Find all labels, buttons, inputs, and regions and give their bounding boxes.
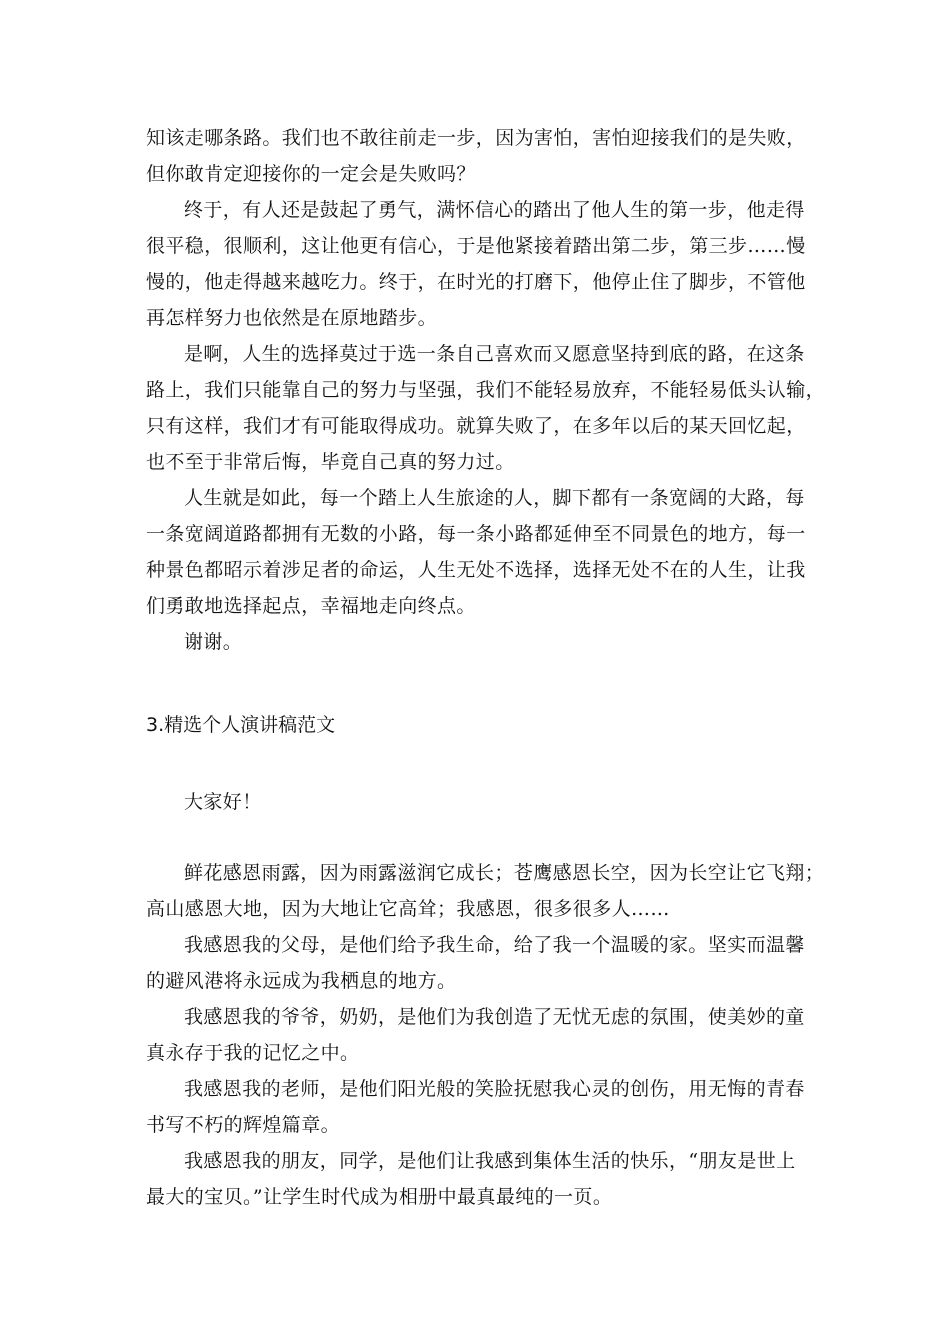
greeting-block xyxy=(146,784,814,820)
text-line: 我感恩我的老师，是他们阳光般的笑脸抚慰我心灵的创伤，用无悔的青春 xyxy=(184,1078,805,1100)
text-line: 再怎样努力也依然是在原地踏步。 xyxy=(146,307,438,329)
text-line: 慢的，他走得越来越吃力。终于，在时光的打磨下，他停止住了脚步，不管他 xyxy=(146,271,806,293)
text-block-speech xyxy=(146,855,825,1215)
text-line: 最大的宝贝。”让学生时代成为相册中最真最纯的一页。 xyxy=(146,1186,613,1208)
text-line: 很平稳，很顺利，这让他更有信心，于是他紧接着踏出第二步，第三步……慢 xyxy=(146,235,806,257)
text-line: 种景色都昭示着涉足者的命运，人生无处不选择，选择无处不在的人生，让我 xyxy=(146,559,806,581)
text-line: 终于，有人还是鼓起了勇气，满怀信心的踏出了他人生的第一步，他走得 xyxy=(184,199,805,221)
text-line: 谢谢。 xyxy=(184,631,243,653)
text-line: 高山感恩大地，因为大地让它高耸；我感恩，很多很多人…… xyxy=(146,898,670,920)
text-line: 我感恩我的爷爷，奶奶，是他们为我创造了无忧无虑的氛围，使美妙的童 xyxy=(184,1006,805,1028)
text-line: 书写不朽的辉煌篇章。 xyxy=(146,1114,341,1136)
text-line: 是啊，人生的选择莫过于选一条自己喜欢而又愿意坚持到底的路，在这条 xyxy=(184,343,805,365)
greeting: 大家好！ xyxy=(184,791,262,813)
section-heading: 3.精选个人演讲稿范文 xyxy=(146,714,336,736)
text-line: 鲜花感恩雨露，因为雨露滋润它成长；苍鹰感恩长空，因为长空让它飞翔； xyxy=(184,862,825,884)
text-line: 人生就是如此，每一个踏上人生旅途的人，脚下都有一条宽阔的大路，每 xyxy=(184,487,805,509)
text-line: 知该走哪条路。我们也不敢往前走一步，因为害怕，害怕迎接我们的是失败， xyxy=(146,127,806,149)
text-line: 路上，我们只能靠自己的努力与坚强，我们不能轻易放弃，不能轻易低头认输， xyxy=(146,379,826,401)
text-block-continuation xyxy=(146,120,826,660)
text-line: 我感恩我的朋友，同学，是他们让我感到集体生活的快乐，“朋友是世上 xyxy=(184,1150,796,1172)
text-line: 一条宽阔道路都拥有无数的小路，每一条小路都延伸至不同景色的地方，每一 xyxy=(146,523,806,545)
text-line: 我感恩我的父母，是他们给予我生命，给了我一个温暖的家。坚实而温馨 xyxy=(184,934,805,956)
section-heading-block xyxy=(146,707,814,743)
text-line: 但你敢肯定迎接你的一定会是失败吗？ xyxy=(146,163,476,185)
text-line: 只有这样，我们才有可能取得成功。就算失败了，在多年以后的某天回忆起， xyxy=(146,415,806,437)
text-line: 的避风港将永远成为我栖息的地方。 xyxy=(146,970,457,992)
text-line: 真永存于我的记忆之中。 xyxy=(146,1042,360,1064)
text-line: 也不至于非常后悔，毕竟自己真的努力过。 xyxy=(146,451,515,473)
text-line: 们勇敢地选择起点，幸福地走向终点。 xyxy=(146,595,476,617)
